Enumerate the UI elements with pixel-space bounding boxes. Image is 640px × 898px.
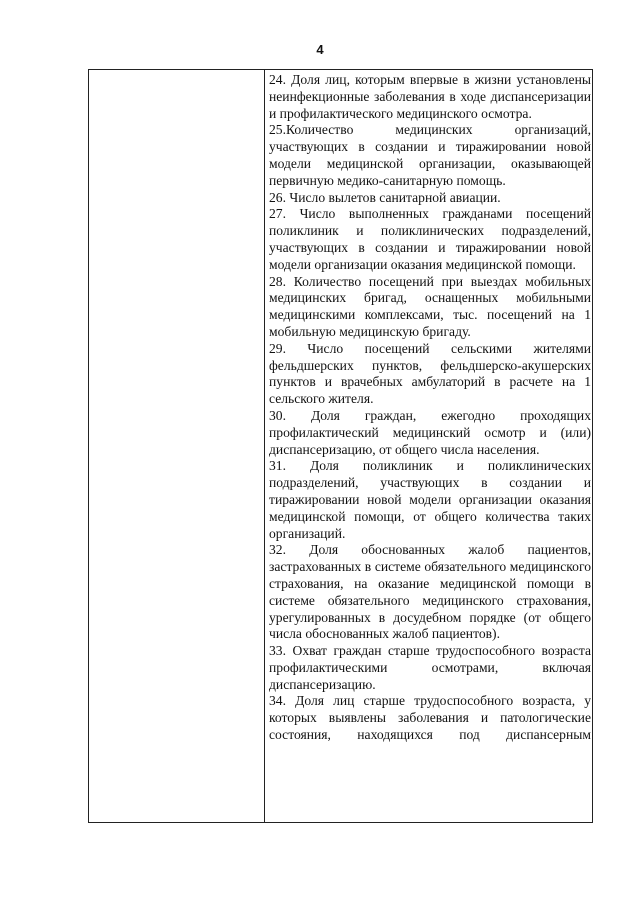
indicator-table (88, 69, 593, 823)
list-item: 34. Доля лиц старше трудоспособного возраста, у которых выявлены заболевания и патологические состояния, находящихся под диспансерным (269, 693, 591, 743)
list-item: 29. Число посещений сельскими жителями фельдшерских пунктов, фельдшерско-акушерских пунктов и врачебных амбулаторий в расчете на 1 сельского жителя. (269, 340, 591, 407)
page-number: 4 (316, 42, 324, 57)
table-right-column (269, 72, 591, 744)
list-item: 31. Доля поликлиник и поликлинических подразделений, участвующих в создании и тиражировании новой модели организации оказания медицинской помощи, от общего количества таких организаций. (269, 458, 591, 541)
list-item: 28. Количество посещений при выездах мобильных медицинских бригад, оснащенных мобильными медицинскими комплексами, тыс. посещений на 1 мобильную медицинскую бригаду. (269, 273, 591, 339)
list-item: 27. Число выполненных гражданами посещений поликлиник и поликлинических подразделений, участвующих в создании и тиражировании новой модели организации оказания медицинской помощи. (269, 206, 591, 272)
table-left-column (89, 70, 265, 822)
list-item: 25.Количество медицинских организаций, участвующих в создании и тиражировании новой модели медицинской организации, оказывающей первичную медико-санитарную помощь. (269, 122, 591, 188)
list-item: 30. Доля граждан, ежегодно проходящих профилактический медицинский осмотр и (или) диспансеризацию, от общего числа населения. (269, 407, 591, 457)
list-item: 32. Доля обоснованных жалоб пациентов, застрахованных в системе обязательного медицинского страхования, на оказание медицинской помощи в системе обязательного медицинского страхования, урегулированных в досудебном порядке (от общего числа обоснованных жалоб пациентов). (269, 542, 591, 642)
list-item: 24. Доля лиц, которым впервые в жизни установлены неинфекционные заболевания в ходе диспансеризации и профилактического медицинского осмотра. (269, 72, 591, 121)
list-item: 26. Число вылетов санитарной авиации. (269, 189, 501, 205)
list-item: 33. Охват граждан старше трудоспособного возраста профилактическими осмотрами, включая диспансеризацию. (269, 643, 591, 692)
